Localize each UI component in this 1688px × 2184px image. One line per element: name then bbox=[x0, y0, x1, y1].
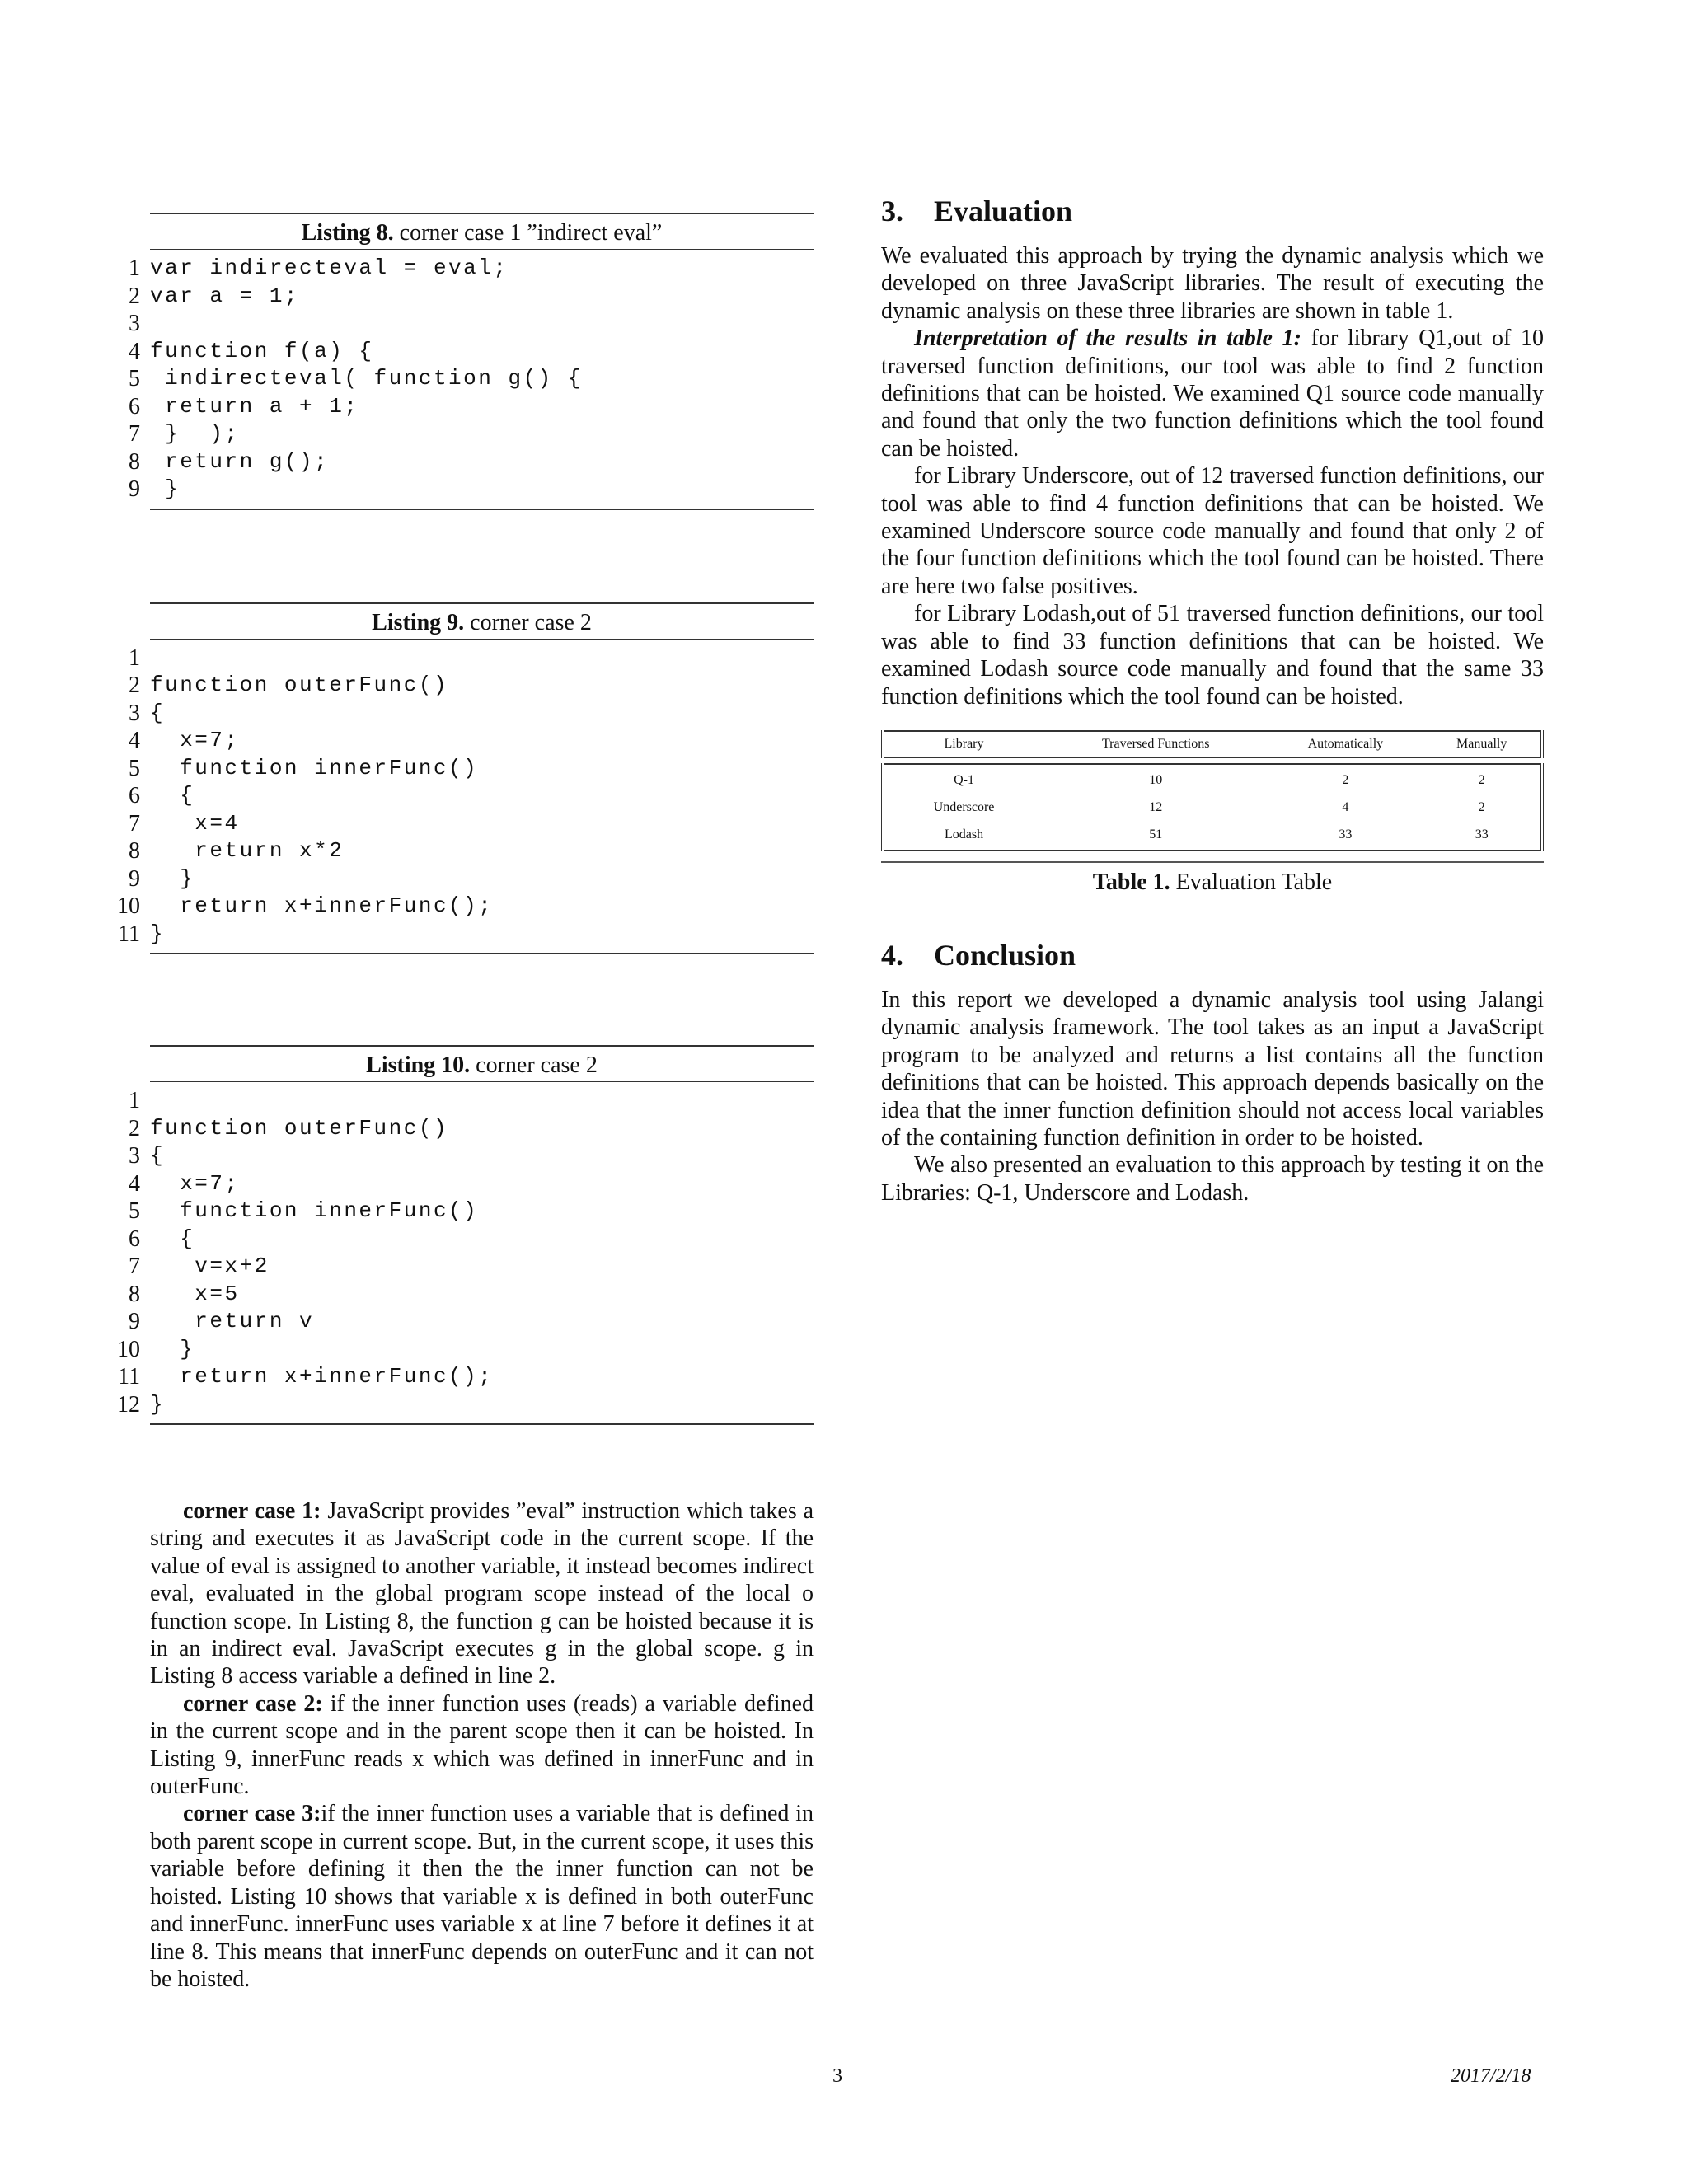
code-line: 8 x=5 bbox=[129, 1281, 240, 1307]
table-cell: 51 bbox=[1149, 827, 1163, 841]
table-cell: 2 bbox=[1478, 772, 1485, 787]
code-line: 2 function outerFunc() bbox=[129, 673, 449, 698]
code-line: 3 { bbox=[129, 700, 166, 726]
table-cell: 33 bbox=[1339, 827, 1353, 841]
evaluation-paragraph-2: Interpretation of the results in table 1: for library Q1,out of 10 traversed function definitions, our tool was able to find 2 function definitions that can be hoisted. We examined Q1 source code manually and found that only the two function definitions which the tool found can be hoisted. bbox=[881, 326, 1544, 462]
table-header-cell: Automatically bbox=[1307, 736, 1384, 751]
code-block bbox=[129, 255, 814, 504]
code-line: 11 } bbox=[118, 921, 166, 947]
table-row bbox=[884, 794, 1540, 821]
code-line: 10 return x+innerFunc(); bbox=[117, 893, 494, 919]
code-line: 2 var a = 1; bbox=[129, 283, 300, 309]
code-line: 1 var indirecteval = eval; bbox=[129, 255, 509, 281]
listing-10 bbox=[117, 1045, 814, 1425]
corner-case-3-paragraph: corner case 3:if the inner function uses a variable that is defined in both parent scope in current scope. But, in the current scope, it uses this variable before defining it then the the inner function can not be hoisted. Listing 10 shows that variable x is defined in both outerFunc and innerFunc. innerFunc uses variable x at line 7 before it defines it at line 8. This means that innerFunc depends on outerFunc and it can not be hoisted. bbox=[150, 1801, 814, 1992]
table-cell: 4 bbox=[1342, 799, 1349, 814]
listing-caption: Listing 8. corner case 1 ”indirect eval” bbox=[301, 220, 663, 246]
page-number: 3 bbox=[832, 2065, 842, 2087]
table-header-cell: Library bbox=[944, 736, 984, 751]
section-heading-evaluation: 3. Evaluation bbox=[881, 194, 1073, 227]
code-block bbox=[117, 1087, 814, 1418]
code-line: 4 x=7; bbox=[129, 1170, 240, 1197]
corner-case-1-paragraph: corner case 1: JavaScript provides ”eval” instruction which takes a string and executes it as JavaScript code in the current scope. If the value of eval is assigned to another variable, it instead becomes indirect eval, evaluated in the global program scope instead of the local o function scope. In Listing 8, the function g can be hoisted because it is in an indirect eval. JavaScript executes g in the global scope. g in Listing 8 access variable a defined in line 2. bbox=[150, 1498, 814, 1690]
code-line: 12 } bbox=[117, 1391, 166, 1418]
left-column bbox=[115, 210, 820, 1993]
code-line: 8 return g(); bbox=[129, 448, 330, 475]
table-cell: 33 bbox=[1475, 827, 1489, 841]
code-line: 8 return x*2 bbox=[129, 838, 345, 864]
code-line: 11 return x+innerFunc(); bbox=[118, 1364, 494, 1390]
code-line: 9 return v bbox=[129, 1309, 315, 1334]
code-line: 5 function innerFunc() bbox=[129, 1198, 479, 1224]
table-row bbox=[884, 766, 1540, 794]
listing-8 bbox=[129, 213, 814, 510]
code-line: 7 v=x+2 bbox=[129, 1254, 270, 1279]
code-block bbox=[117, 644, 814, 949]
code-line: 4 x=7; bbox=[129, 728, 240, 753]
evaluation-table bbox=[881, 730, 1544, 896]
evaluation-paragraph-3: for Library Underscore, out of 12 traversed function definitions, our tool was able to find 4 function definitions that can be hoisted. We examined Underscore source code manually and found that only 2 of the four function definitions which the tool found can be hoisted. There are here two false positives. bbox=[881, 463, 1544, 599]
evaluation-paragraph-4: for Library Lodash,out of 51 traversed function definitions, our tool was able to find 33 function definitions that can be hoisted. We examined Lodash source code manually and found that the same 33 function definitions which the tool found can be hoisted. bbox=[881, 601, 1544, 710]
code-line: 3 bbox=[129, 311, 140, 336]
table-cell: 12 bbox=[1149, 799, 1163, 814]
table-header-cell: Traversed Functions bbox=[1101, 736, 1210, 751]
code-line: 9 } bbox=[129, 865, 195, 892]
code-line: 4 function f(a) { bbox=[129, 338, 374, 364]
listing-9 bbox=[117, 602, 814, 955]
table-cell: Q-1 bbox=[954, 772, 974, 787]
conclusion-paragraph-1: In this report we developed a dynamic analysis tool using Jalangi dynamic analysis framework. The tool takes as an input a JavaScript program to be analyzed and returns a list contains all the function definitions that can be hoisted. This approach depends basically on the idea that the inner function definition should not access local variables of the containing function definition in order to be hoisted. bbox=[881, 987, 1544, 1151]
code-line: 3 { bbox=[129, 1143, 166, 1169]
listing-caption: Listing 9. corner case 2 bbox=[372, 609, 592, 635]
code-line: 5 indirecteval( function g() { bbox=[129, 366, 583, 391]
code-line: 7 x=4 bbox=[129, 810, 240, 837]
corner-case-2-paragraph: corner case 2: if the inner function uses (reads) a variable defined in the current scope and in the parent scope then it can be hoisted. In Listing 9, innerFunc reads x which was defined in innerFunc and in outerFunc. bbox=[150, 1690, 814, 1800]
code-line: 9 } bbox=[129, 476, 181, 502]
code-line: 6 { bbox=[129, 783, 195, 808]
table-caption: Table 1. Evaluation Table bbox=[1092, 869, 1333, 895]
table-cell: Underscore bbox=[933, 799, 995, 814]
conclusion-paragraph-2: We also presented an evaluation to this approach by testing it on the Libraries: Q-1, Underscore and Lodash. bbox=[881, 1152, 1544, 1206]
table-header-cell: Manually bbox=[1456, 736, 1507, 751]
code-line: 5 function innerFunc() bbox=[129, 755, 479, 781]
right-column bbox=[881, 191, 1544, 1207]
code-line: 10 } bbox=[117, 1336, 195, 1362]
code-line: 1 bbox=[129, 1088, 140, 1113]
corner-cases bbox=[150, 1497, 814, 1993]
footer-date: 2017/2/18 bbox=[1451, 2065, 1531, 2087]
code-line: 1 bbox=[129, 644, 140, 671]
section-heading-conclusion: 4. Conclusion bbox=[881, 938, 1076, 972]
listing-caption: Listing 10. corner case 2 bbox=[366, 1052, 598, 1078]
table-cell: 2 bbox=[1478, 799, 1485, 814]
code-line: 6 { bbox=[129, 1226, 195, 1252]
code-line: 7 } ); bbox=[129, 421, 240, 447]
table-row bbox=[884, 821, 1540, 848]
table-header-row bbox=[884, 730, 1540, 758]
evaluation-paragraph-1: We evaluated this approach by trying the dynamic analysis which we developed on three JavaScript libraries. The result of executing the dynamic analysis on these three libraries are shown in table 1. bbox=[881, 243, 1544, 324]
table-cell: 10 bbox=[1149, 772, 1163, 787]
table-body bbox=[884, 763, 1540, 851]
code-line: 2 function outerFunc() bbox=[129, 1115, 449, 1141]
code-line: 6 return a + 1; bbox=[129, 393, 359, 419]
table-cell: Lodash bbox=[944, 827, 984, 841]
table-cell: 2 bbox=[1342, 772, 1349, 787]
